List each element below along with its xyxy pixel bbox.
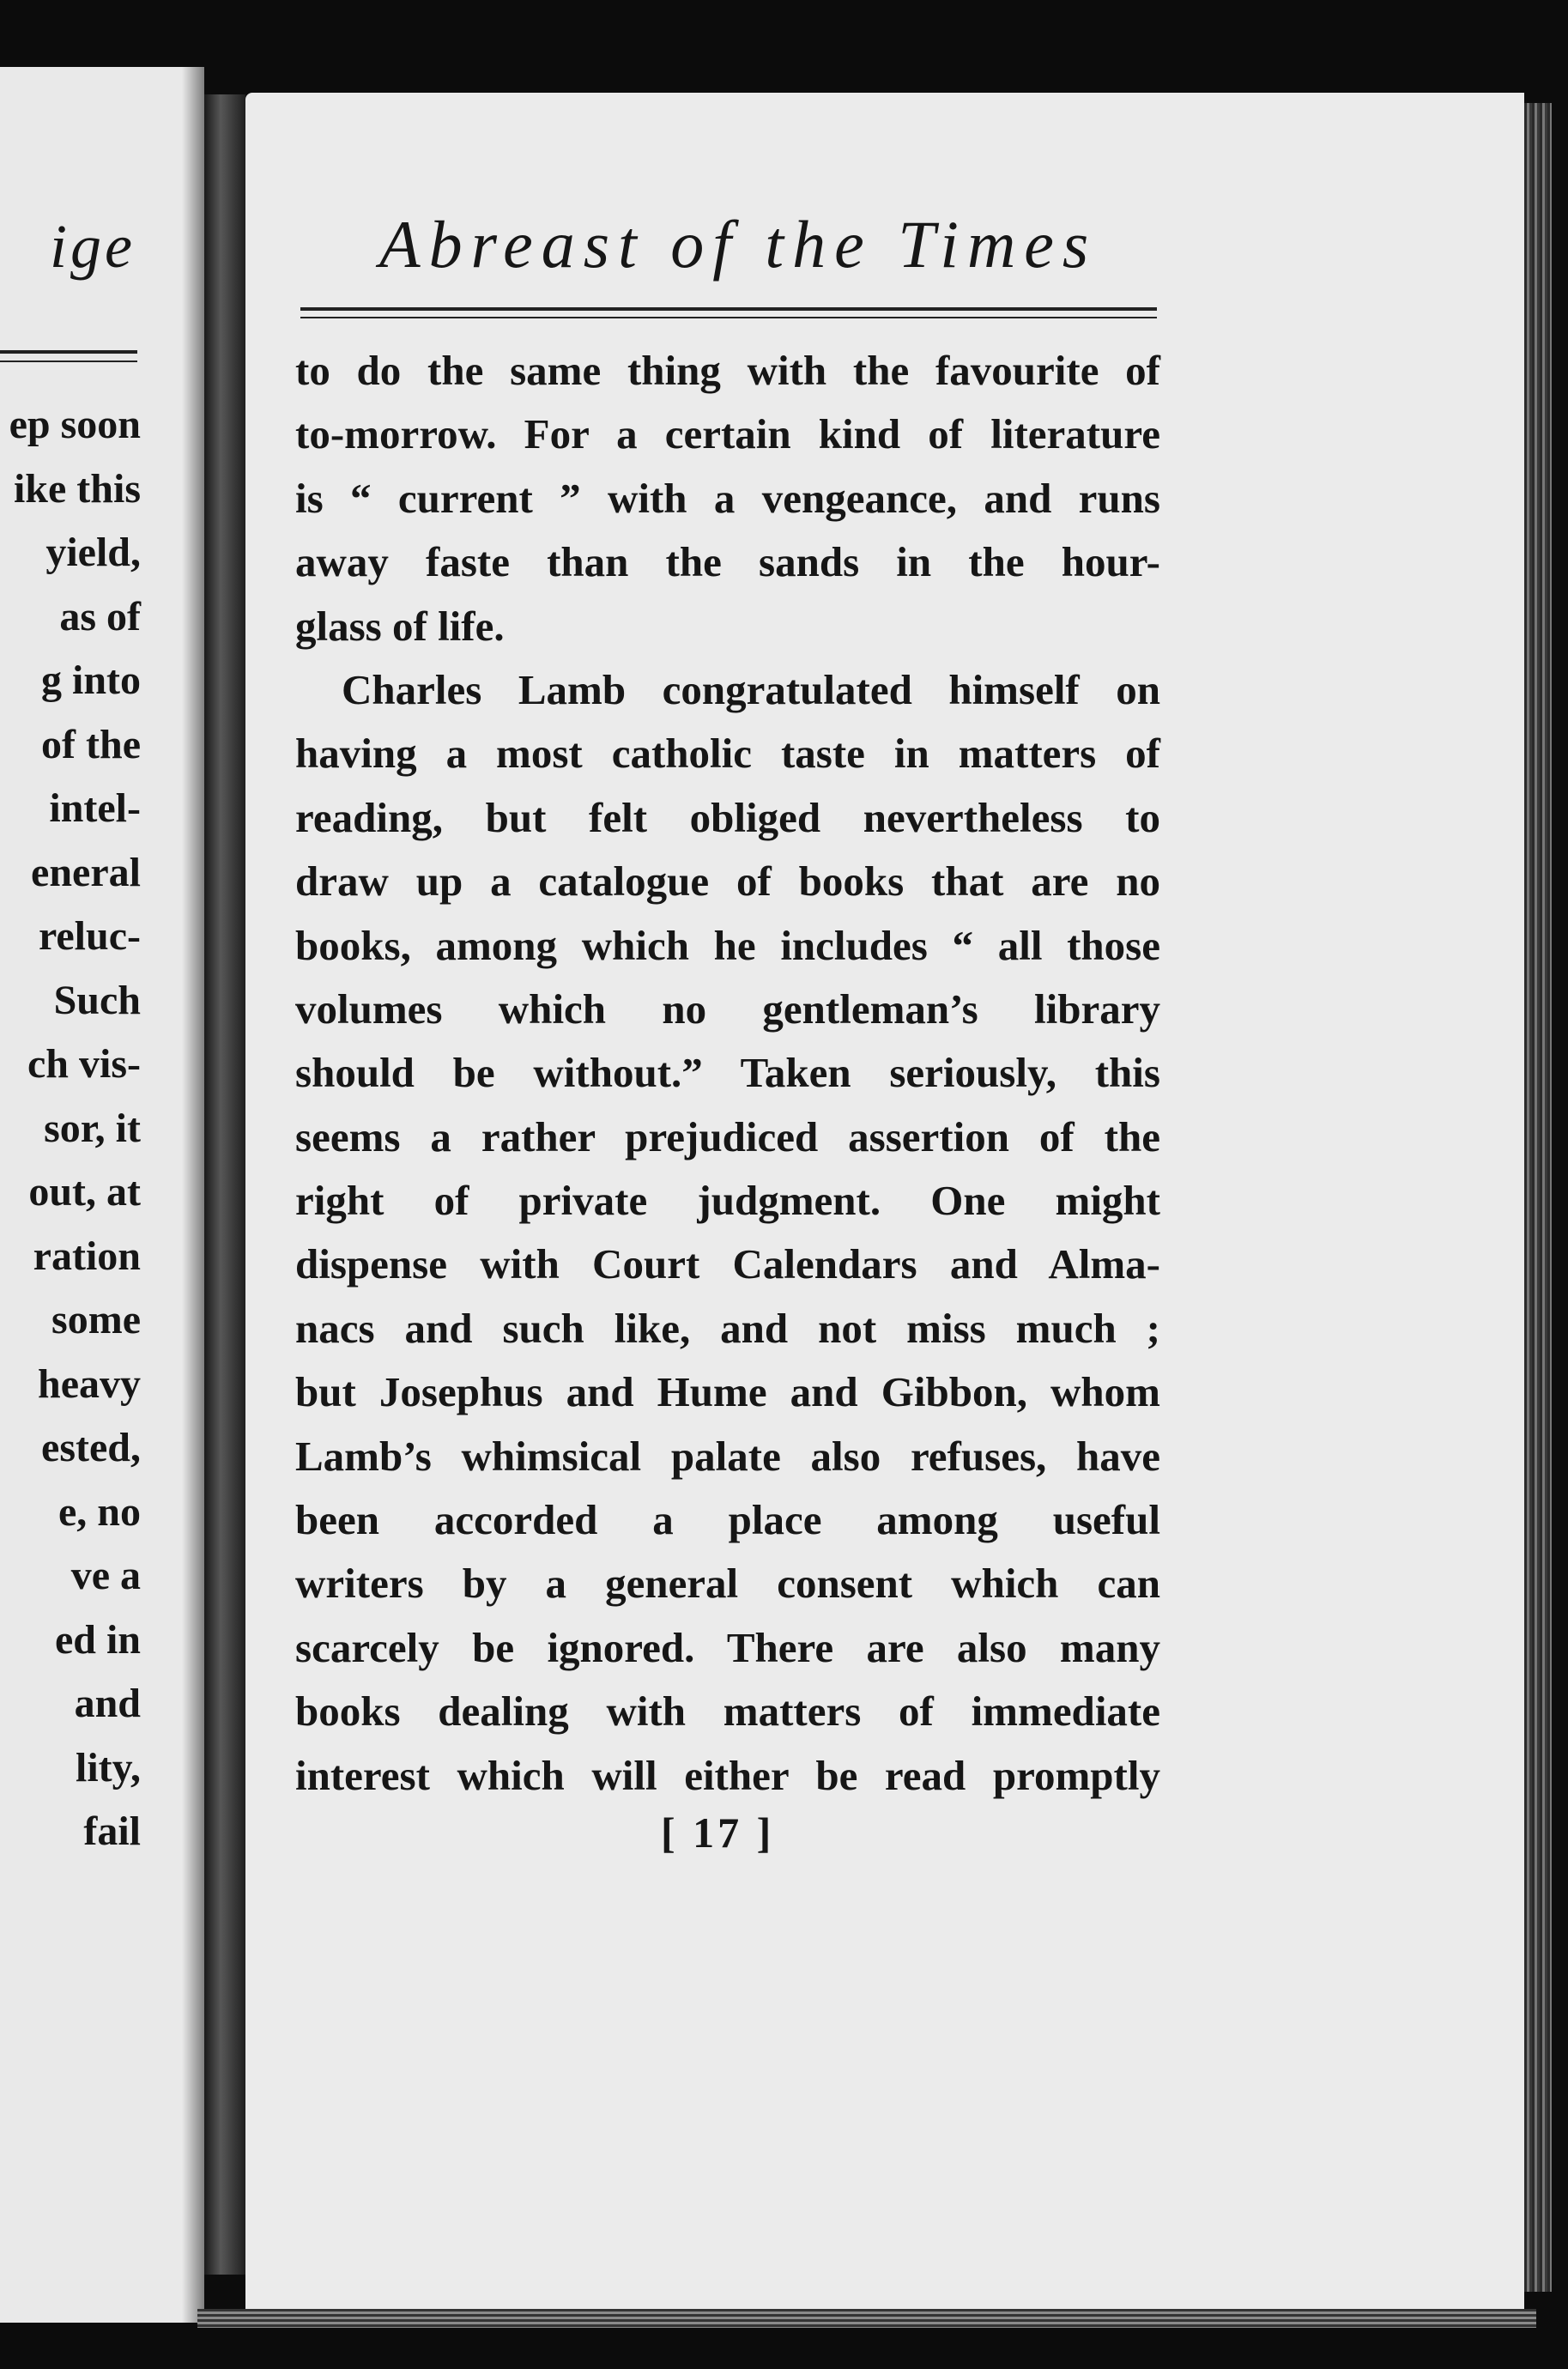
text-line: been accorded a place among useful <box>295 1496 1160 1544</box>
left-line: heavy <box>38 1360 141 1407</box>
book-gutter <box>204 94 245 2275</box>
text-line: but Josephus and Hume and Gibbon, whom <box>295 1368 1160 1416</box>
text-line: glass of life. <box>295 602 505 650</box>
text-line: should be without.” Taken seriously, this <box>295 1049 1160 1097</box>
text-line: scarcely be ignored. There are also many <box>295 1623 1160 1671</box>
page-stack-bottom-edge <box>197 2309 1536 2328</box>
text-line: nacs and such like, and not miss much ; <box>295 1304 1160 1352</box>
left-line: ve a <box>70 1553 141 1598</box>
left-line: intel- <box>49 785 141 831</box>
left-line: Such <box>53 977 141 1023</box>
left-line: fail <box>83 1809 141 1854</box>
left-line: e, no <box>58 1488 141 1535</box>
left-page-gutter-shadow <box>182 67 204 2323</box>
left-line: reluc- <box>38 913 141 959</box>
left-line: ep soon <box>9 402 141 447</box>
text-line: right of private judgment. One might <box>295 1177 1160 1225</box>
page-stack-edge <box>1524 103 1552 2292</box>
text-line: volumes which no gentleman’s library <box>295 985 1160 1033</box>
left-line: ch vis- <box>27 1041 141 1087</box>
text-line: books dealing with matters of immediate <box>295 1687 1160 1736</box>
left-line: as of <box>59 593 141 639</box>
left-line: sor, it <box>44 1105 141 1151</box>
text-line: dispense with Court Calendars and Alma- <box>295 1240 1160 1288</box>
running-head: Abreast of the Times <box>379 207 1098 282</box>
left-line: ration <box>33 1233 141 1279</box>
left-line: of the <box>41 721 141 767</box>
text-line: Charles Lamb congratulated himself on <box>342 665 1160 713</box>
left-line: and <box>74 1681 141 1726</box>
text-line: to do the same thing with the favourite of <box>295 347 1160 394</box>
text-line: reading, but felt obliged nevertheless to <box>295 793 1160 841</box>
left-text-block <box>0 393 141 1864</box>
text-line: is “ current ” with a vengeance, and runs <box>295 474 1160 522</box>
text-line: writers by a general consent which can <box>295 1560 1160 1608</box>
text-line: Lamb’s whimsical palate also refuses, have <box>295 1432 1160 1480</box>
page-number: [ 17 ] <box>661 1809 775 1857</box>
text-line: having a most catholic taste in matters of <box>295 730 1160 778</box>
text-line: books, among which he includes “ all those <box>295 921 1160 969</box>
left-line: yield, <box>45 530 141 575</box>
left-line: some <box>51 1297 141 1342</box>
text-line: seems a rather prejudiced assertion of the <box>295 1112 1160 1160</box>
left-page <box>0 67 204 2323</box>
head-rule <box>300 307 1157 318</box>
left-line: g into <box>40 657 141 703</box>
left-line: ike this <box>13 465 141 512</box>
left-head-rule <box>0 350 137 362</box>
text-line: away faste than the sands in the hour- <box>295 538 1160 586</box>
text-line: to-morrow. For a certain kind of literature <box>295 410 1160 458</box>
left-line: eneral <box>31 849 141 895</box>
left-running-head: ige <box>50 212 136 281</box>
left-line: out, at <box>28 1169 141 1215</box>
left-line: ested, <box>41 1425 141 1470</box>
body-text <box>295 339 1160 1808</box>
text-line: interest which will either be read promptly <box>295 1751 1160 1799</box>
left-line: ed in <box>54 1616 141 1663</box>
left-line: lity, <box>75 1744 141 1790</box>
text-line: draw up a catalogue of books that are no <box>295 857 1160 906</box>
